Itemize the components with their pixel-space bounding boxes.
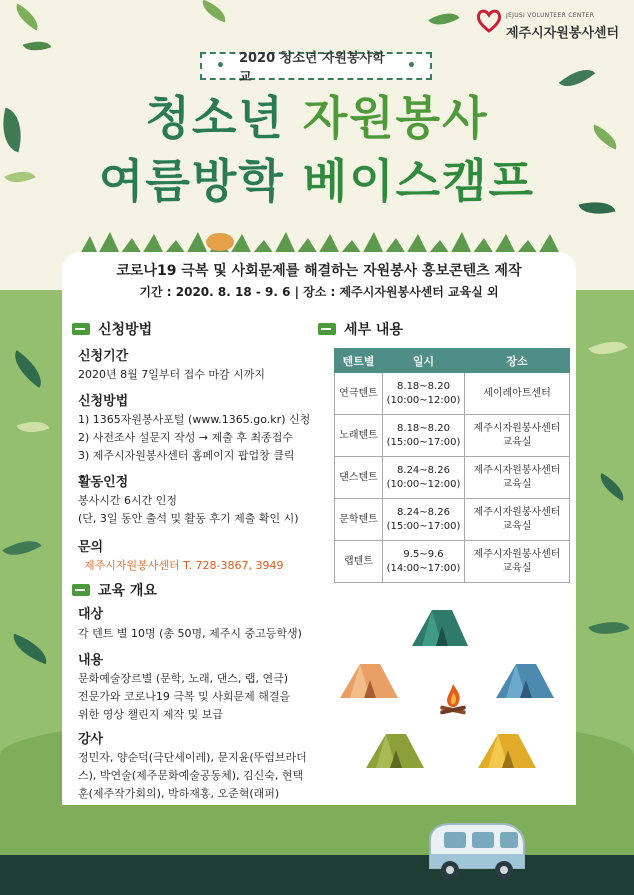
method-label: 신청방법 — [78, 394, 129, 409]
section-heading-education — [72, 580, 157, 600]
place-room: 교육실 — [502, 478, 532, 490]
title-word: 청소년 — [145, 91, 285, 145]
date-cell — [383, 541, 465, 583]
title-word: 베이스캠프 — [302, 154, 535, 208]
logo-english-text: JEJUSI VOLUNTEER CENTER — [506, 12, 595, 19]
content-line: 문화예술장르별 (문학, 노래, 댄스, 랩, 연극) — [78, 672, 289, 685]
instructor-line: 정민자, 양순덕(극단세이레), 문지윤(뚜럼브라더 — [78, 751, 307, 764]
content-line: 위한 영상 챌린지 제작 및 보급 — [78, 708, 223, 721]
column-header: 텐트별 — [335, 349, 383, 373]
instructor-line: 스), 박연술(제주문화예술공동체), 김신숙, 현택 — [78, 769, 304, 782]
place-name: 제주시자원봉사센터 — [473, 507, 561, 518]
section-heading-text: 교육 개요 — [98, 583, 157, 599]
dot-icon: • — [407, 58, 416, 74]
column-header: 일시 — [383, 349, 465, 373]
camper-van-icon — [420, 818, 530, 884]
date-cell — [383, 499, 465, 541]
place-cell — [465, 457, 570, 499]
date-range: 9.5~9.6 — [403, 549, 444, 560]
certification-label: 활동인정 — [78, 475, 129, 490]
target-label: 대상 — [78, 607, 104, 622]
place-cell — [465, 499, 570, 541]
certification-line: (단, 3일 동안 출석 및 활동 후기 제출 확인 시) — [78, 512, 299, 525]
section-heading-text: 신청방법 — [98, 322, 153, 338]
jejusi-volunteer-center-logo — [476, 6, 626, 46]
table-row — [335, 541, 570, 583]
date-range: 8.24~8.26 — [397, 507, 450, 518]
tent-icon — [476, 730, 538, 770]
date-range: 8.18~8.20 — [397, 381, 450, 392]
schedule-table — [334, 348, 570, 583]
place-cell — [465, 415, 570, 457]
time-range: (10:00~12:00) — [386, 478, 461, 490]
content-label: 내용 — [78, 653, 104, 668]
contact-label: 문의 — [78, 540, 104, 555]
tent-icon — [408, 604, 472, 648]
heart-icon — [476, 8, 502, 34]
title-word: 여름방학 — [99, 154, 285, 208]
period-text: 2020년 8월 7일부터 접수 마감 시까지 — [78, 368, 265, 381]
time-range: (15:00~17:00) — [386, 436, 461, 448]
tent-cell: 노래텐트 — [335, 415, 383, 457]
place-name: 제주시자원봉사센터 — [473, 549, 561, 560]
date-cell — [383, 415, 465, 457]
period-label: 신청기간 — [78, 349, 129, 364]
column-header: 장소 — [465, 349, 570, 373]
date-range: 8.18~8.20 — [397, 423, 450, 434]
date-cell — [383, 373, 465, 415]
time-range: (15:00~17:00) — [386, 520, 461, 532]
logo-korean-text: 제주시자원봉사센터 — [506, 26, 620, 41]
info-banner — [62, 252, 576, 308]
dot-icon: • — [216, 58, 225, 74]
grass-decoration — [80, 228, 560, 254]
tent-icon — [364, 730, 426, 770]
time-range: (14:00~17:00) — [386, 562, 461, 574]
place-cell — [465, 373, 570, 415]
place-room: 교육실 — [502, 562, 532, 574]
table-row — [335, 373, 570, 415]
method-line: 3) 제주시자원봉사센터 홈페이지 팝업창 클릭 — [78, 449, 295, 462]
place-name: 세이레아트센터 — [483, 387, 551, 399]
certification-line: 봉사시간 6시간 인정 — [78, 494, 177, 507]
place-name: 제주시자원봉사센터 — [473, 465, 561, 476]
tent-icon — [338, 660, 400, 700]
method-line: 2) 사전조사 설문지 작성 → 제출 후 최종접수 — [78, 431, 293, 444]
tent-cell: 연극텐트 — [335, 373, 383, 415]
table-row — [335, 415, 570, 457]
table-row — [335, 499, 570, 541]
campfire-icon — [436, 682, 470, 716]
banner-headline: 코로나19 극복 및 사회문제를 해결하는 자원봉사 홍보콘텐츠 제작 — [116, 263, 522, 279]
section-icon — [318, 323, 336, 335]
method-line: 1) 1365자원봉사포털 (www.1365.go.kr) 신청 — [78, 413, 311, 426]
title-line-2 — [0, 145, 634, 211]
section-heading-text: 세부 내용 — [344, 322, 403, 338]
tent-cell: 랩텐트 — [335, 541, 383, 583]
place-room: 교육실 — [502, 520, 532, 532]
tent-icon — [494, 660, 556, 700]
content-line: 전문가와 코로나19 극복 및 사회문제 해결을 — [78, 690, 291, 703]
instructor-line: 훈(제주작가회의), 박하재홍, 오준혁(래퍼) — [78, 787, 280, 800]
section-heading-details — [318, 319, 403, 339]
subtitle-badge — [200, 51, 432, 85]
contact-text: 제주시자원봉사센터 T. 728-3867, 3949 — [84, 559, 284, 572]
place-room: 교육실 — [502, 436, 532, 448]
section-icon — [72, 323, 90, 335]
date-range: 8.24~8.26 — [397, 465, 450, 476]
time-range: (10:00~12:00) — [386, 394, 461, 406]
tent-cell: 댄스텐트 — [335, 457, 383, 499]
tent-cell: 문학텐트 — [335, 499, 383, 541]
section-heading-apply — [72, 319, 152, 339]
date-cell — [383, 457, 465, 499]
place-cell — [465, 541, 570, 583]
subtitle-text: 2020 청소년 자원봉사학교 — [238, 51, 385, 85]
title-line-1 — [0, 82, 634, 148]
section-icon — [72, 584, 90, 596]
instructor-label: 강사 — [78, 732, 104, 747]
target-text: 각 텐트 별 10명 (총 50명, 제주시 중고등학생) — [78, 627, 302, 640]
ground-strip — [0, 855, 634, 895]
banner-details: 기간 : 2020. 8. 18 - 9. 6 | 장소 : 제주시자원봉사센터 교육실 외 — [139, 285, 499, 299]
title-word: 자원봉사 — [302, 91, 489, 145]
place-name: 제주시자원봉사센터 — [473, 423, 561, 434]
table-row — [335, 457, 570, 499]
table-header-row — [335, 349, 570, 373]
